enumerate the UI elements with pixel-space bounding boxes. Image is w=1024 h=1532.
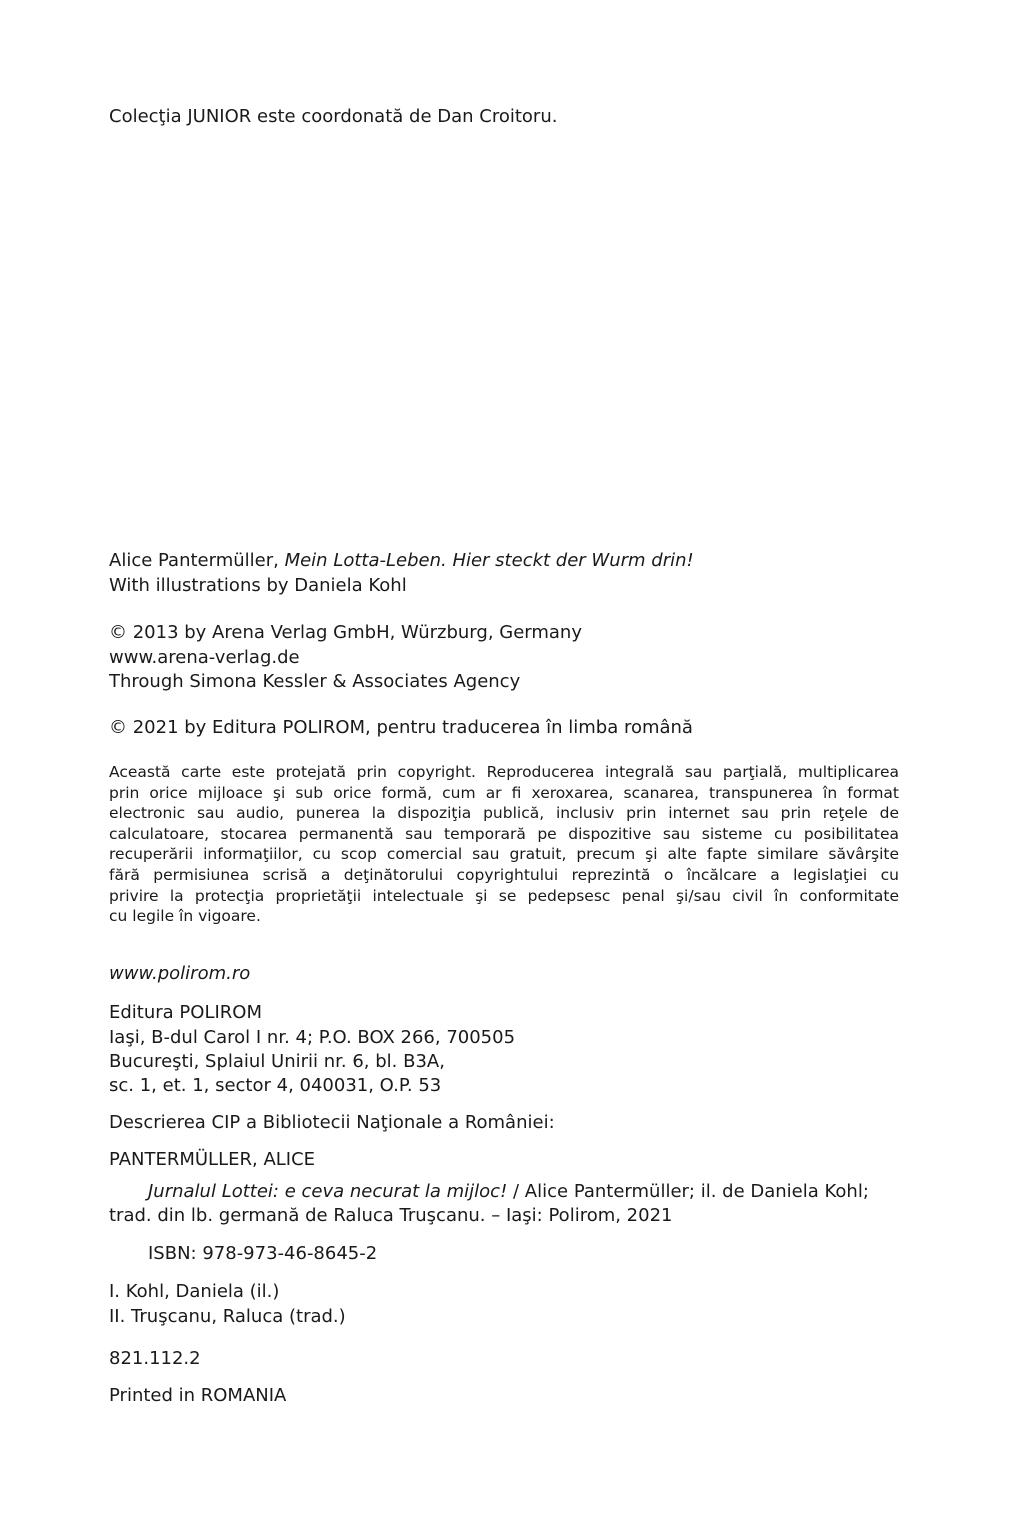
cip-translation-line: trad. din lb. germană de Raluca Truşcanu. – Iaşi: Polirom, 2021 bbox=[109, 1205, 673, 1226]
legal-line: recuperării informaţiilor, cu scop comercial sau gratuit, precum şi alte fapte similare săvârşite bbox=[109, 845, 899, 864]
legal-line: calculatoare, stocarea permanentă sau temporară pe dispozitive sau sisteme cu posibilitatea bbox=[109, 824, 899, 843]
illustrations-credit: With illustrations by Daniela Kohl bbox=[109, 575, 407, 596]
legal-notice bbox=[109, 762, 899, 927]
legal-line: electronic sau audio, punerea la dispoziţia publică, inclusiv prin internet sau prin reţele de bbox=[109, 804, 899, 823]
original-title: Mein Lotta-Leben. Hier steckt der Wurm drin! bbox=[284, 550, 694, 571]
cip-author: PANTERMÜLLER, ALICE bbox=[109, 1149, 316, 1170]
collection-coordinator: Colecţia JUNIOR este coordonată de Dan Croitoru. bbox=[109, 106, 558, 127]
publisher-address-bucuresti: Bucureşti, Splaiul Unirii nr. 6, bl. B3A, bbox=[109, 1051, 445, 1072]
publisher-address-iasi: Iaşi, B-dul Carol I nr. 4; P.O. BOX 266, 700505 bbox=[109, 1027, 516, 1048]
legal-line: prin orice mijloace şi sub orice formă, cum ar fi xeroxarea, scanarea, transpunerea în format bbox=[109, 783, 899, 802]
legal-line: Această carte este protejată prin copyright. Reproducerea integrală sau parţială, multiplicarea bbox=[109, 763, 899, 781]
publisher-website: www.polirom.ro bbox=[109, 963, 251, 984]
cip-contributor-translator: II. Truşcanu, Raluca (trad.) bbox=[109, 1306, 346, 1327]
original-edition-line bbox=[109, 549, 694, 573]
legal-line: privire la protecţia proprietăţii intelectuale şi se pedepsesc penal şi/sau civil în conformitate bbox=[109, 886, 899, 905]
cip-contributor-illustrator: I. Kohl, Daniela (il.) bbox=[109, 1281, 280, 1302]
classification-code: 821.112.2 bbox=[109, 1348, 201, 1369]
original-copyright: © 2013 by Arena Verlag GmbH, Würzburg, Germany bbox=[109, 622, 582, 643]
printed-in: Printed in ROMANIA bbox=[109, 1385, 287, 1406]
agency-line: Through Simona Kessler & Associates Agency bbox=[109, 671, 521, 692]
publisher-name: Editura POLIROM bbox=[109, 1002, 262, 1023]
isbn: ISBN: 978-973-46-8645-2 bbox=[148, 1243, 378, 1264]
original-publisher-url: www.arena-verlag.de bbox=[109, 647, 300, 668]
cip-title: Jurnalul Lottei: e ceva necurat la mijloc! bbox=[148, 1181, 508, 1202]
original-author: Alice Pantermüller, bbox=[109, 550, 285, 571]
legal-line: cu legile în vigoare. bbox=[109, 907, 261, 926]
cip-title-line: Jurnalul Lottei: e ceva necurat la mijloc! / Alice Pantermüller; il. de Daniela Kohl; bbox=[148, 1181, 869, 1202]
publisher-address-details: sc. 1, et. 1, sector 4, 040031, O.P. 53 bbox=[109, 1075, 442, 1096]
legal-line: fără permisiunea scrisă a deţinătorului copyrightului reprezintă o încălcare a legislaţiei cu bbox=[109, 865, 899, 884]
cip-heading: Descrierea CIP a Bibliotecii Naţionale a României: bbox=[109, 1112, 555, 1133]
translation-copyright: © 2021 by Editura POLIROM, pentru traducerea în limba română bbox=[109, 717, 693, 738]
